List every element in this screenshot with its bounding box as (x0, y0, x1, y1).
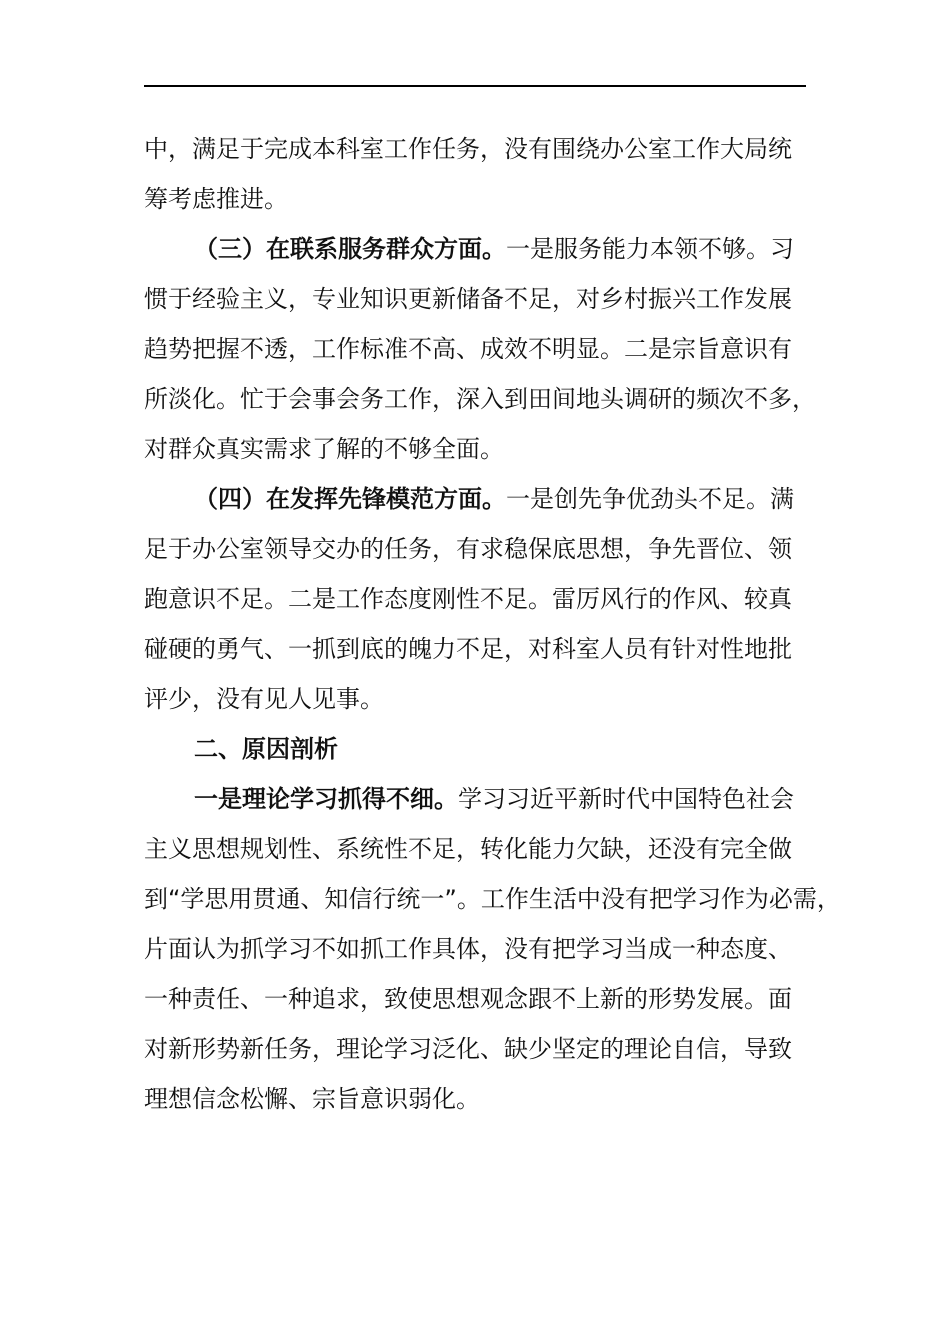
line-text: 主义思想规划性、系统性不足，转化能力欠缺，还没有完全做 (144, 835, 792, 863)
line-text: 对群众真实需求了解的不够全面。 (144, 435, 504, 463)
text-line (144, 274, 844, 324)
text-line (144, 174, 844, 224)
text-line (144, 374, 844, 424)
line-text: 中，满足于完成本科室工作任务，没有围绕办公室工作大局统 (144, 135, 792, 163)
section-three-heading: （三）在联系服务群众方面。 (194, 235, 506, 263)
section-four-heading-line (144, 474, 844, 524)
text-line (144, 524, 844, 574)
line-text: 一是创先争优劲头不足。满 (506, 485, 794, 513)
text-line (144, 924, 844, 974)
line-text: 惯于经验主义，专业知识更新储备不足，对乡村振兴工作发展 (144, 285, 792, 313)
line-text: 学习习近平新时代中国特色社会 (458, 785, 794, 813)
chapter-two-heading-line (144, 724, 844, 774)
line-text: 足于办公室领导交办的任务，有求稳保底思想，争先晋位、领 (144, 535, 792, 563)
text-line (144, 624, 844, 674)
cause-one-heading: 一是理论学习抓得不细。 (194, 785, 458, 813)
text-line (144, 824, 844, 874)
chapter-two-heading: 二、原因剖析 (194, 735, 338, 763)
line-text: 一种责任、一种追求，致使思想观念跟不上新的形势发展。面 (144, 985, 792, 1013)
section-four-heading: （四）在发挥先锋模范方面。 (194, 485, 506, 513)
line-text: 到“学思用贯通、知信行统一”。工作生活中没有把学习作为必需， (144, 885, 841, 913)
section-three-heading-line (144, 224, 844, 274)
line-text: 趋势把握不透，工作标准不高、成效不明显。二是宗旨意识有 (144, 335, 792, 363)
text-line (144, 124, 844, 174)
text-line (144, 874, 844, 924)
line-text: 碰硬的勇气、一抓到底的魄力不足，对科室人员有针对性地批 (144, 635, 792, 663)
text-line (144, 324, 844, 374)
line-text: 筹考虑推进。 (144, 185, 288, 213)
line-text: 跑意识不足。二是工作态度刚性不足。雷厉风行的作风、较真 (144, 585, 792, 613)
text-line (144, 1024, 844, 1074)
text-line (144, 974, 844, 1024)
text-line (144, 1074, 844, 1124)
document-body (144, 124, 844, 1124)
text-line (144, 574, 844, 624)
line-text: 理想信念松懈、宗旨意识弱化。 (144, 1085, 480, 1113)
line-text: 对新形势新任务，理论学习泛化、缺少坚定的理论自信，导致 (144, 1035, 792, 1063)
text-line (144, 424, 844, 474)
line-text: 片面认为抓学习不如抓工作具体，没有把学习当成一种态度、 (144, 935, 792, 963)
line-text: 一是服务能力本领不够。习 (506, 235, 794, 263)
header-rule (144, 85, 806, 87)
text-line (144, 674, 844, 724)
cause-one-heading-line (144, 774, 844, 824)
line-text: 评少，没有见人见事。 (144, 685, 384, 713)
line-text: 所淡化。忙于会事会务工作，深入到田间地头调研的频次不多， (144, 385, 816, 413)
